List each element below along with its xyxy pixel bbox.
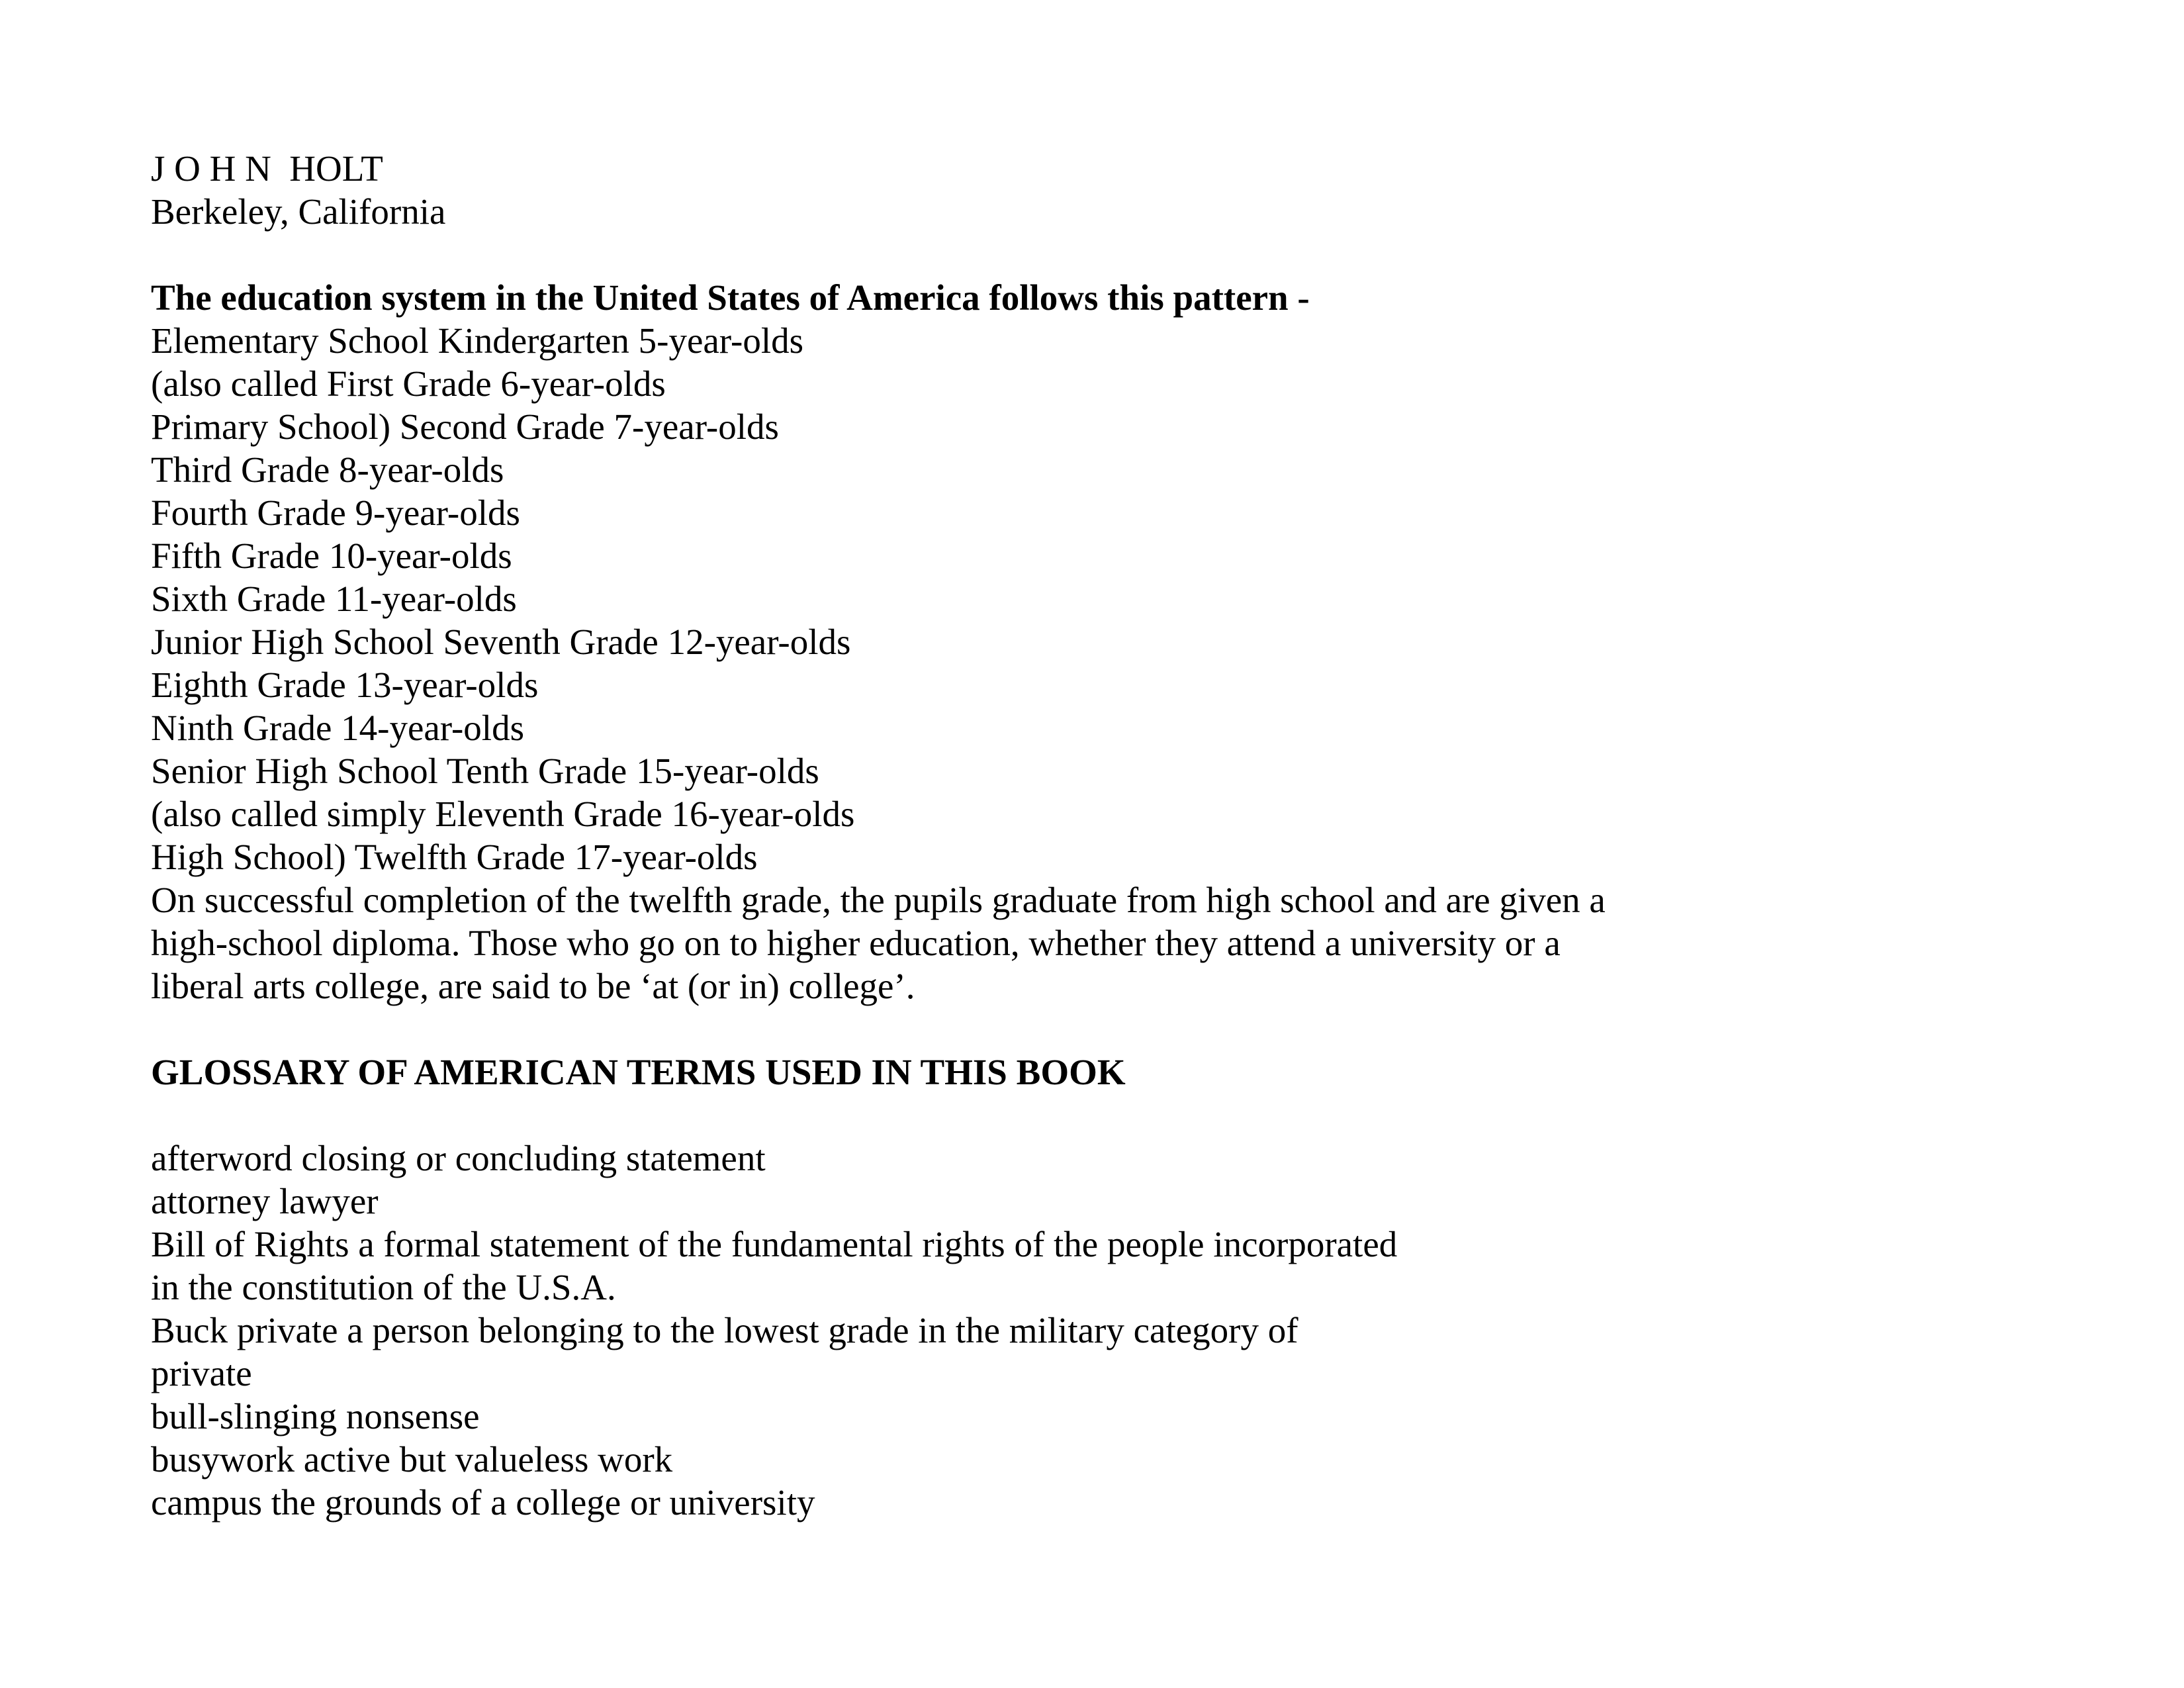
education-line: Sixth Grade 11-year-olds <box>151 579 517 619</box>
spacer <box>151 1094 2070 1137</box>
education-line: (also called simply Eleventh Grade 16-year-olds <box>151 794 855 834</box>
author-location: Berkeley, California <box>151 191 446 232</box>
glossary-entry: busywork active but valueless work <box>151 1439 673 1479</box>
education-paragraph-line: high-school diploma. Those who go on to higher education, whether they attend a university or a <box>151 923 1561 963</box>
author-name: J O H N HOLT <box>151 148 383 189</box>
education-line: Elementary School Kindergarten 5-year-olds <box>151 320 804 361</box>
glossary-heading: GLOSSARY OF AMERICAN TERMS USED IN THIS BOOK <box>151 1052 1126 1092</box>
document-page <box>151 147 2070 1524</box>
education-paragraph-line: liberal arts college, are said to be ‘at (or in) college’. <box>151 966 915 1006</box>
spacer <box>151 1008 2070 1051</box>
education-paragraph-line: On successful completion of the twelfth grade, the pupils graduate from high school and are given a <box>151 880 1606 920</box>
glossary-entry: campus the grounds of a college or university <box>151 1482 815 1523</box>
education-line: Ninth Grade 14-year-olds <box>151 708 524 748</box>
glossary-entry: Bill of Rights a formal statement of the fundamental rights of the people incorporated <box>151 1224 1398 1264</box>
education-line: Eighth Grade 13-year-olds <box>151 665 539 705</box>
glossary-entry: afterword closing or concluding statement <box>151 1138 766 1178</box>
glossary-entry-continuation: private <box>151 1353 252 1393</box>
education-line: High School) Twelfth Grade 17-year-olds <box>151 837 758 877</box>
education-line: Fourth Grade 9-year-olds <box>151 492 520 533</box>
education-line: (also called First Grade 6-year-olds <box>151 363 666 404</box>
glossary-entry: bull-slinging nonsense <box>151 1396 480 1436</box>
education-line: Fifth Grade 10-year-olds <box>151 536 512 576</box>
education-line: Third Grade 8-year-olds <box>151 449 504 490</box>
glossary-entry: Buck private a person belonging to the lowest grade in the military category of <box>151 1310 1298 1350</box>
education-line: Primary School) Second Grade 7-year-olds <box>151 406 779 447</box>
education-heading: The education system in the United States of America follows this pattern - <box>151 277 1310 318</box>
education-line: Senior High School Tenth Grade 15-year-olds <box>151 751 819 791</box>
glossary-entry-continuation: in the constitution of the U.S.A. <box>151 1267 616 1307</box>
education-line: Junior High School Seventh Grade 12-year-olds <box>151 622 851 662</box>
spacer <box>151 233 2070 276</box>
glossary-entry: attorney lawyer <box>151 1181 379 1221</box>
